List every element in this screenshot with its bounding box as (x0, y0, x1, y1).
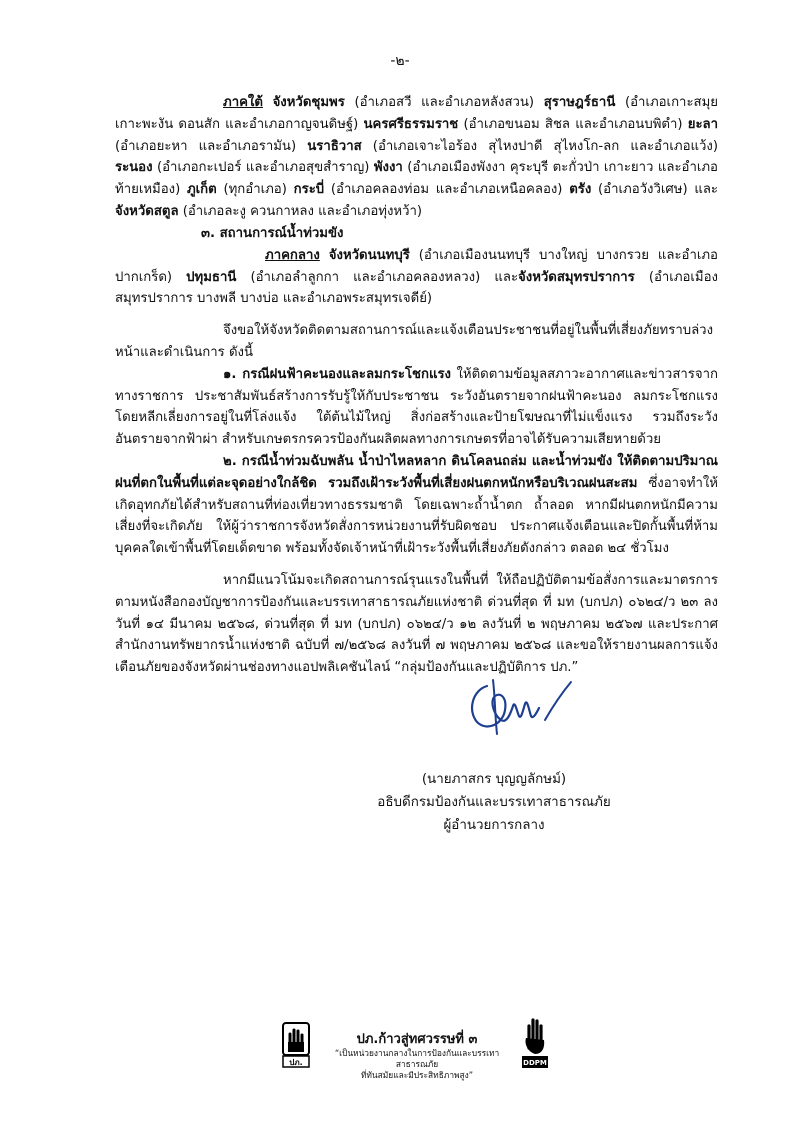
item-2-text: ซึ่งอาจทำให้เกิดอุทกภัยได้สำหรับสถานที่ท่องเที่ยวทางธรรมชาติ โดยเฉพาะถ้ำน้ำตก ถ้ำลอด หากมีฝนตกหนักมีความเสี่ยงที่จะเกิดภัย ให้ผู้ว่าราชการจังหวัดสั่งการหน่วยงานที่รับผิดชอบ ประกาศแจ้งเตือนและปิดกั้นพื้นที่ห้ามบุคคลใดเข้าพื้นที่โดยเด็ดขาด พร้อมทั้งจัดเจ้าหน้าที่เฝ้าระวังพื้นที่เสี่ยงภัยดังกล่าว ตลอด ๒๔ ชั่วโมง (115, 475, 718, 557)
province-surat-thani: สุราษฎร์ธานี (543, 95, 616, 110)
province-pathum-thani: ปทุมธานี (186, 269, 237, 285)
section-3-heading: ๓. สถานการณ์น้ำท่วมขัง (201, 225, 344, 241)
document-body (115, 92, 718, 679)
footer-text (314, 1032, 520, 1081)
province-detail: (อำเภอลำลูกกา และอำเภอคลองหลวง) และ (236, 269, 519, 285)
central-region-paragraph (115, 245, 718, 310)
province-satun: จังหวัดสตูล (115, 203, 179, 219)
province-trang: ตรัง (569, 182, 592, 198)
footer-motto-line2: ที่ทันสมัยและมีประสิทธิภาพสูง” (360, 1070, 474, 1080)
province-krabi: กระบี่ (293, 182, 325, 198)
province-detail: (อำเภอเมืองสมุทรปราการ บางพลี บางบ่อ และอำเภอพระสมุทรเจดีย์) (115, 269, 718, 307)
province-chumphon: จังหวัดชุมพร (272, 95, 345, 110)
province-detail: (อำเภอยะหา และอำเภอรามัน) (115, 138, 308, 154)
request-paragraph: จึงขอให้จังหวัดติดตามสถานการณ์และแจ้งเตือนประชาชนที่อยู่ในพื้นที่เสี่ยงภัยทราบล่วงหน้าและดำเนินการ ดังนี้ (115, 323, 714, 360)
south-region-paragraph (115, 92, 718, 223)
province-phuket: ภูเก็ต (186, 182, 217, 198)
spacer (115, 310, 718, 320)
closing-paragraph: หากมีแนวโน้มจะเกิดสถานการณ์รุนแรงในพื้นที่ ให้ถือปฏิบัติตามข้อสั่งการและมาตรการตามหนังสือกองบัญชาการป้องกันและบรรเทาสาธารณภัยแห่งชาติ ด่วนที่สุด ที่ มท (บกปภ) ๐๖๒๔/ว ๒๓ ลงวันที่ ๑๔ มีนาคม ๒๕๖๘, ด่วนที่สุด ที่ มท (บกปภ) ๐๖๒๔/ว ๑๒ ลงวันที่ ๒ พฤษภาคม ๒๕๖๗ และประกาศสำนักงานทรัพยากรน้ำแห่งชาติ ฉบับที่ ๗/๒๕๖๘ ลงวันที่ ๗ พฤษภาคม ๒๕๖๘ และขอให้รายงานผลการแจ้งเตือนภัยของจังหวัดผ่านช่องทางแอปพลิเคชันไลน์ “กลุ่มป้องกันและปฏิบัติการ ปภ.” (115, 572, 718, 676)
item-1-title: ๑. กรณีฝนฟ้าคะนองและลมกระโชกแรง (223, 366, 451, 382)
province-detail: (ทุกอำเภอ) (216, 182, 294, 198)
province-detail: (อำเภอกะเปอร์ และอำเภอสุขสำราญ) (152, 160, 374, 176)
signer-position-secondary: ผู้อำนวยการกลาง (443, 818, 545, 833)
footer (282, 1012, 552, 1080)
region-label-central: ภาคกลาง (265, 247, 320, 263)
logo-left-text: ปภ. (289, 1058, 303, 1067)
footer-title: ปภ.ก้าวสู่ทศวรรษที่ ๓ (356, 1032, 478, 1047)
province-detail: (อำเภอเมืองนนทบุรี บางใหญ่ บางกรวย และอำเภอปากเกร็ด) (115, 247, 718, 285)
item-2-paragraph (115, 451, 718, 560)
ddpm-emblem-icon (520, 1012, 550, 1070)
province-samut-prakan: จังหวัดสมุทรปราการ (518, 269, 635, 285)
signer-name: (นายภาสกร บุญญลักษม์) (421, 772, 567, 787)
ddpm-hand-logo-icon (282, 1022, 310, 1068)
province-nakhon-si-thammarat: นครศรีธรรมราช (363, 116, 459, 132)
page-number: -๒- (390, 53, 410, 69)
province-detail: (อำเภอวังวิเศษ) และ (591, 182, 718, 198)
province-detail: (อำเภอเกาะสมุย เกาะพะงัน ดอนสัก และอำเภอกาญจนดิษฐ์) (115, 95, 719, 132)
province-detail: (อำเภอขนอม สิชล และอำเภอนบพิตำ) (458, 116, 688, 132)
signature-graphic (465, 676, 575, 738)
signature-block (360, 768, 628, 837)
province-detail: (อำเภอละงู ควนกาหลง และอำเภอทุ่งหว้า) (178, 203, 423, 219)
item-1-text: ให้ติดตามข้อมูลสภาวะอากาศและข่าวสารจากทางราชการ ประชาสัมพันธ์สร้างการรับรู้ให้กับประชาชน ระวังอันตรายจากฝนฟ้าคะนอง ลมกระโชกแรง โดยหลีกเลี่ยงการอยู่ในที่โล่งแจ้ง ใต้ต้นไม้ใหญ่ สิ่งก่อสร้างและป้ายโฆษณาที่ไม่แข็งแรง รวมถึงระวังอันตรายจากฟ้าผ่า สำหรับเกษตรกรควรป้องกันผลิตผลทางการเกษตรที่อาจได้รับความเสียหายด้วย (115, 366, 718, 448)
province-narathiwat: นราธิวาส (307, 138, 362, 154)
region-label-south: ภาคใต้ (223, 95, 263, 110)
province-yala: ยะลา (687, 116, 719, 132)
province-detail: (อำเภอเจาะไอร้อง สุไหงปาดี สุไหงโก-ลก และอำเภอแว้ง) (361, 138, 718, 154)
province-detail: (อำเภอเมืองพังงา คุระบุรี ตะกั่วป่า เกาะยาว และอำเภอท้ายเหมือง) (115, 160, 718, 198)
footer-motto-line1: “เป็นหน่วยงานกลางในการป้องกันและบรรเทาสาธารณภัย (334, 1048, 500, 1069)
province-ranong: ระนอง (115, 160, 153, 176)
item-2-title: ๒. กรณีน้ำท่วมฉับพลัน น้ำป่าไหลหลาก ดินโคลนถล่ม และน้ำท่วมขัง ให้ติดตามปริมาณฝนที่ตกในพื้นที่แต่ละจุดอย่างใกล้ชิด รวมถึงเฝ้าระวังพื้นที่เสี่ยงฝนตกหนักหรือบริเวณฝนสะสม (115, 453, 718, 491)
spacer (115, 560, 718, 570)
logo-right-text: DDPM (523, 1059, 547, 1067)
province-nonthaburi: จังหวัดนนทบุรี (328, 247, 410, 263)
signer-position: อธิบดีกรมป้องกันและบรรเทาสาธารณภัย (377, 795, 611, 810)
province-detail: (อำเภอคลองท่อม และอำเภอเหนือคลอง) (324, 182, 570, 198)
province-phang-nga: พังงา (373, 160, 403, 176)
item-1-paragraph (115, 364, 718, 451)
province-detail: (อำเภอสวี และอำเภอหลังสวน) (344, 95, 544, 110)
